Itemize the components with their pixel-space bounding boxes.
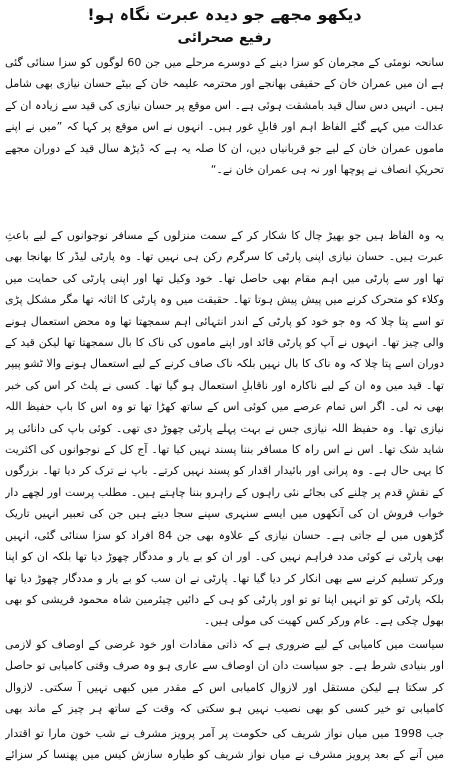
- paragraph: سانحہ نومئی کے مجرمان کو سزا دینے کے دوسرے مرحلے میں جن 60 لوگوں کو سزا سنائی گئی ہے ان میں عمران خان کے حقیقی بھانجے اور محترمہ علیمہ خان کے بیٹے حسان نیازی بھی شامل ہیں۔ انہیں دس سال قید بامشقت ہوئی ہے۔ اس موقع پر حسان نیازی کی قید سے زیادہ ان کے عدالت میں کہے گئے الفاظ اہم اور قابلِ غور ہیں۔ انہوں نے اس موقع پر کہا کہ ”میں نے اپنے ماموں عمران خان کے لیے جو قربانیاں دیں، ان کا صلہ یہ ہے کہ ڈیڑھ سال قید کے دوران مجھے تحریکِ انصاف نے پوچھا اور نہ ہی عمران خان نے۔“: [5, 56, 444, 177]
- paragraph: یہ وہ الفاظ ہیں جو بھیڑ چال کا شکار کر کے سمت منزلوں کے مسافر نوجوانوں کے لیے باعثِ عبرت ہیں۔ حسان نیازی اپنی پارٹی کا سرگرم رکن ہی نہیں تھا۔ وہ پارٹی لیڈر کا بھانجا بھی تھا اور سے پارٹی میں اہم مقام بھی حاصل تھا۔ خود وکیل تھا اور اپنی پارٹی کی حمایت میں وکلاء کو متحرک کرنے میں پیش پیش ہوتا تھا۔ حقیقت میں وہ پارٹی کا اثاثہ تھا مگر مشکل پڑی تو اسے پتا چلا کہ وہ جو خود کو پارٹی کے اندر انتہائی اہم سمجھتا تھا وہ محض استعمال ہونے والی چیز تھا۔ انہوں نے آپ کو پارٹی قائد اور اپنے ماموں کی ناک کا بال سمجھتا تھا لیکن قید کے دوران اسے پتا چلا کہ وہ ناک کا بال نہیں بلکہ ناک صاف کرنے کے لیے استعمال ہونے والا ٹشو پیپر تھا۔ قید میں وہ ان کے لیے ناکارہ اور ناقابلِ استعمال ہو گیا تھا۔ کسی نے پلٹ کر اس کی خبر بھی نہ لی۔ اگر اس تمام عرصے میں کوئی اس کے ساتھ کھڑا تھا تو وہ اس کا باپ حفیظ اللہ نیازی تھا۔ وہ حفیظ اللہ نیازی جس نے بہت پہلے پارٹی چھوڑ دی تھی۔ کوئی باپ کی دانائی پر شاید شک تھا۔ اس نے اس راہ کا مسافر بننا پسند نہیں کیا تھا۔ آج کل کے نوجوانوں کی اکثریت کا یہی حال ہے۔ وہ پرانی اور بائیدار اقدار کو پسند نہیں کرتے۔ باپ نے ترک کر دیا تھا۔ بزرگوں کے نقشِ قدم پر چلنے کی بجائے نئی راہوں کے راہرو بننا چاہتے ہیں۔ مطلب پرست اور لچھے دار خواب فروش ان کی آنکھوں میں ایسے سنہری سپنے سجا دیتے ہیں جن کی تعبیر انہیں تاریک گڑھوں میں لے جاتی ہے۔ حسان نیازی کے علاوہ بھی جن 84 افراد کو سزا سنائی گئی، انہیں بھی پارٹی نے کوئی مدد فراہم نہیں کی۔ اور ان کو بے یار و مددگار چھوڑ دیا تھا بلکہ ان کو اپنا ورکر تسلیم کرنے سے بھی انکار کر دیا گیا تھا۔ پارٹی نے ان سب کو بے یار و مددگار چھوڑ دیا تھا بلکہ پارٹی کو تو انہیں اپنا تو تو اور پارٹی کو ہی کے دائیں چیئرمین شاہ محمود قریشی کو بھی بھول چکی ہے۔ عام ورکر کس کھیت کی مولی ہیں۔: [5, 229, 444, 628]
- author-name: رفیع صحرائی: [177, 30, 272, 46]
- paragraph: جب 1998 میں میاں نواز شریف کی حکومت پر آمر پرویز مشرف نے شب خون مارا تو اقتدار میں آنے کے بعد پرویز مشرف نے میاں نواز شریف کو طیارہ سازش کیس میں پھنسا کر سزائے: [5, 727, 444, 762]
- article-title: دیکھو مجھے جو دیدہ عبرت نگاہ ہو!: [87, 5, 362, 24]
- paragraph: سیاست میں کامیابی کے لیے ضروری ہے کہ ذاتی مفادات اور خود غرضی کے اوصاف کو لازمی اور بنیادی شرط ہے۔ جو سیاست دان ان اوصاف سے عاری ہو وہ صرف وقتی کامیابی تو حاصل کر سکتا ہے لیکن مستقل اور لازوال کامیابی اس کے مقدر میں کبھی نہیں آ سکتی۔ لازوال کامیابی تو خیر کسی کو بھی نصیب نہیں ہو سکتی کہ وقت کے ساتھ ہر چیز کے ماند بھی: [5, 638, 444, 716]
